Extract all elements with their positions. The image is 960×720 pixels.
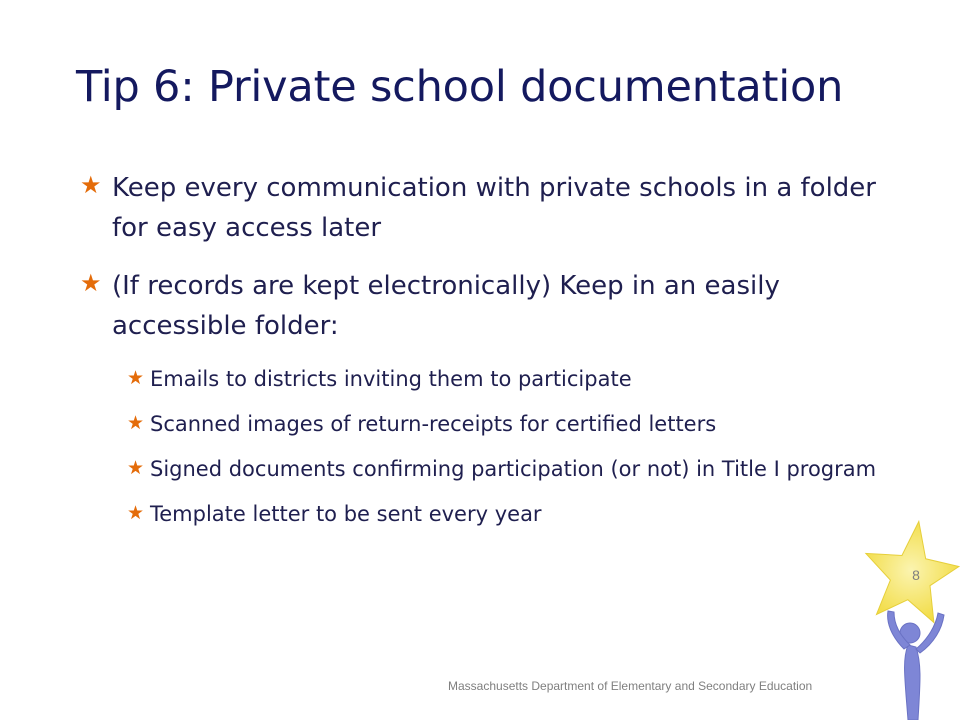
star-icon: ★ [80,172,102,199]
bullet-item [80,266,890,346]
slide-title: Tip 6: Private school documentation [76,62,844,112]
footer-text: Massachusetts Department of Elementary and Secondary Education [448,679,813,693]
star-icon: ★ [127,503,145,524]
star-icon: ★ [80,270,102,297]
sub-bullet-text: Scanned images of return-receipts for certified letters [150,412,717,436]
sub-bullet-text: Template letter to be sent every year [150,502,542,526]
bullet-item [80,168,890,248]
sub-bullet-item [80,454,890,485]
sub-bullet-item [80,364,890,395]
star-icon: ★ [127,368,145,389]
star-icon: ★ [127,413,145,434]
bullet-list [80,168,890,544]
sub-bullet-item [80,409,890,440]
sub-bullet-text: Signed documents confirming participation (or not) in Title I program [150,457,877,481]
person-holding-star-icon [850,515,960,720]
sub-bullet-text: Emails to districts inviting them to participate [150,367,632,391]
bullet-text: (If records are kept electronically) Keep in an easily accessible folder: [112,271,780,341]
sub-bullet-item [80,499,890,530]
star-icon: ★ [127,458,145,479]
bullet-text: Keep every communication with private schools in a folder for easy access later [112,173,876,243]
page-number: 8 [912,567,920,583]
